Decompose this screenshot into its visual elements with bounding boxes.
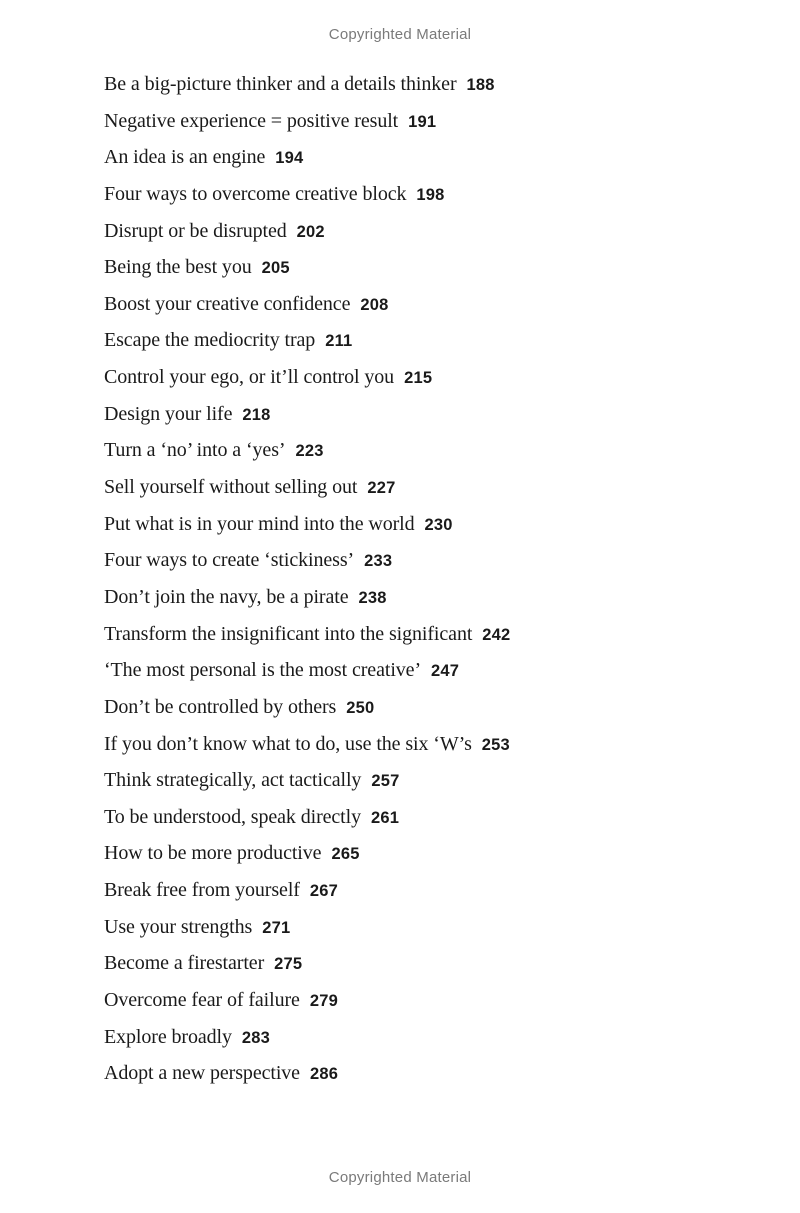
toc-entry: [104, 180, 510, 217]
toc-entry-page: 279: [309, 992, 338, 1011]
toc-entry: [104, 839, 510, 876]
toc-entry: [104, 949, 510, 986]
toc-entry-title: Design your life: [104, 402, 233, 425]
toc-entry: [104, 363, 510, 400]
toc-entry-title: Be a big-picture thinker and a details thinker: [104, 73, 457, 95]
toc-entry-title: How to be more productive: [104, 842, 322, 865]
toc-entry-page: 247: [431, 662, 460, 681]
toc-entry-page: 211: [325, 332, 353, 351]
toc-entry-title: Break free from yourself: [104, 879, 300, 902]
toc-entry-title: Don’t join the navy, be a pirate: [104, 585, 349, 608]
toc-entry: [104, 546, 510, 583]
toc-entry-title: Escape the mediocrity trap: [104, 329, 316, 352]
toc-entry-title: Four ways to create ‘stickiness’: [104, 549, 355, 572]
toc-entry-title: Don’t be controlled by others: [104, 695, 337, 718]
toc-entry: [104, 620, 510, 657]
toc-entry-title: Boost your creative confidence: [104, 292, 351, 315]
toc-entry-page: 215: [404, 369, 433, 388]
toc-entry-title: If you don’t know what to do, use the six ‘W’s: [104, 732, 472, 755]
toc-entry: [104, 766, 510, 803]
toc-entry-title: Negative experience = positive result: [104, 109, 399, 132]
toc-entry-title: Use your strengths: [104, 915, 253, 938]
toc-entry: [104, 217, 510, 254]
toc-entry: [104, 1023, 510, 1060]
toc-entry-page: 275: [274, 955, 303, 974]
toc-entry: [104, 290, 510, 327]
toc-entry: [104, 1059, 510, 1096]
toc-entry-page: 261: [371, 808, 400, 827]
toc-entry: [104, 876, 510, 913]
toc-entry-title: Transform the insignificant into the significant: [104, 622, 473, 645]
toc-entry: [104, 803, 510, 840]
toc-entry: [104, 510, 510, 547]
toc-entry-page: 238: [358, 588, 387, 607]
toc-entry: [104, 656, 510, 693]
toc-entry: [104, 107, 510, 144]
toc-entry-page: 202: [296, 222, 325, 241]
toc-entry: [104, 473, 510, 510]
toc-entry-page: 233: [364, 552, 393, 571]
toc-entry-page: 230: [424, 515, 453, 534]
toc-entry-page: 253: [481, 735, 510, 754]
toc-entry-page: 205: [261, 259, 290, 278]
toc-entry-page: 194: [275, 149, 304, 168]
toc-entry-page: 257: [371, 772, 400, 791]
toc-entry: [104, 436, 510, 473]
toc-entry-page: 188: [466, 76, 495, 94]
toc-entry-title: Turn a ‘no’ into a ‘yes’: [104, 439, 286, 462]
toc-entry-title: Being the best you: [104, 256, 252, 279]
toc-entry-page: 227: [367, 479, 396, 498]
toc-entry-page: 208: [360, 295, 389, 314]
toc-entry-title: An idea is an engine: [104, 146, 266, 169]
toc-entry-title: Explore broadly: [104, 1025, 232, 1048]
toc-entry: [104, 986, 510, 1023]
toc-entry-page: 267: [309, 882, 338, 901]
toc-entry-title: Four ways to overcome creative block: [104, 182, 407, 205]
toc-entry-page: 271: [262, 918, 291, 937]
toc-entry-title: Sell yourself without selling out: [104, 476, 358, 499]
toc-entry: [104, 730, 510, 767]
toc-entry-page: 242: [482, 625, 511, 644]
toc-entry-title: To be understood, speak directly: [104, 805, 361, 828]
toc-entry-title: Put what is in your mind into the world: [104, 512, 415, 535]
table-of-contents: [104, 70, 510, 1096]
toc-entry-page: 223: [295, 442, 324, 461]
toc-entry-page: 191: [408, 112, 437, 131]
toc-entry: [104, 913, 510, 950]
toc-entry-page: 250: [346, 698, 375, 717]
toc-entry-title: Control your ego, or it’ll control you: [104, 366, 395, 389]
toc-entry: [104, 400, 510, 437]
toc-entry: [104, 583, 510, 620]
toc-entry-page: 265: [331, 845, 360, 864]
toc-entry-page: 286: [309, 1065, 339, 1084]
toc-entry: [104, 253, 510, 290]
toc-entry-page: 218: [242, 405, 271, 424]
toc-entry-title: Adopt a new perspective: [104, 1062, 300, 1085]
toc-entry-title: ‘The most personal is the most creative’: [104, 659, 422, 682]
toc-entry-title: Disrupt or be disrupted: [104, 219, 287, 242]
copyright-watermark-bottom: Copyrighted Material: [328, 1169, 472, 1186]
toc-entry: [104, 693, 510, 730]
toc-entry-title: Think strategically, act tactically: [104, 769, 362, 792]
toc-entry-title: Become a firestarter: [104, 952, 265, 975]
toc-entry: [104, 70, 510, 107]
toc-entry-page: 283: [241, 1028, 271, 1047]
toc-entry-page: 198: [416, 185, 445, 204]
toc-entry-title: Overcome fear of failure: [104, 989, 300, 1012]
copyright-watermark-top: Copyrighted Material: [328, 26, 472, 43]
toc-entry: [104, 326, 510, 363]
toc-entry: [104, 143, 510, 180]
